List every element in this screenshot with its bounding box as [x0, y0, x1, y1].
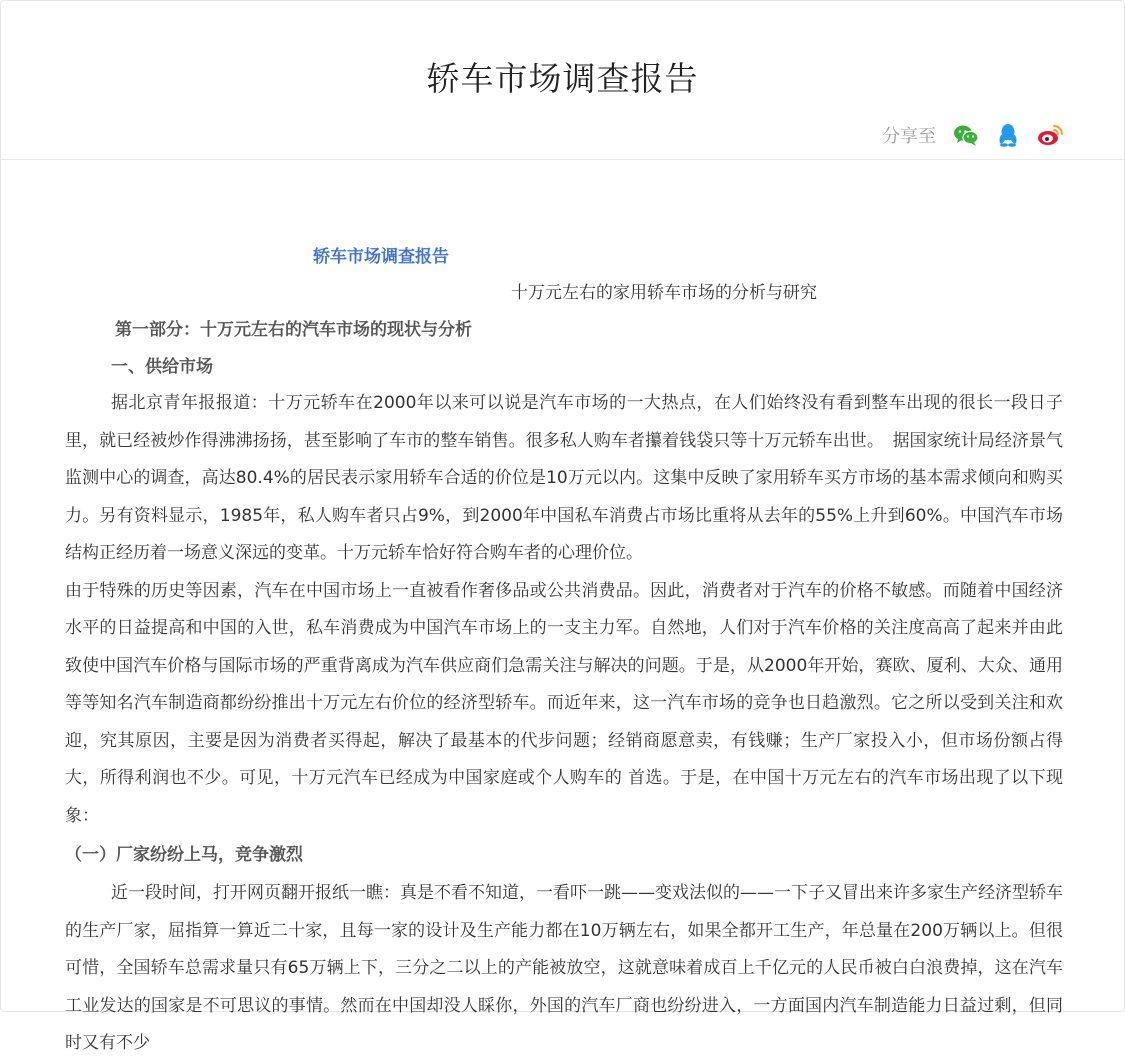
part-heading: 第一部分：十万元左右的汽车市场的现状与分析: [115, 320, 472, 340]
section-heading: 一、供给市场: [111, 357, 213, 377]
paragraph: 据北京青年报报道：十万元轿车在2000年以来可以说是汽车市场的一大热点，在人们始终没有看到整车出现的很长一段日子里，就已经被炒作得沸沸扬扬，甚至影响了车市的整车销售。很多私人购车者攥着钱袋只等十万元轿车出世。 据国家统计局经济景气监测中心的调查，高达80.4%的居民表示家用轿车合适的价位是10万元以内。这集中反映了家用轿车买方市场的基本需求倾向和购买力。另有资料显示，1985年，私人购车者只占9%，到2000年中国私车消费占市场比重将从去年的55%上升到60%。中国汽车市场结构正经历着一场意义深远的变革。十万元轿车恰好符合购车者的心理价位。: [65, 393, 1063, 563]
article-subtitle-link[interactable]: 轿车市场调查报告: [313, 247, 449, 267]
article-header: [1, 1, 1124, 160]
article-sub-heading: 十万元左右的家用轿车市场的分析与研究: [511, 283, 817, 303]
subsection-heading: （一）厂家纷纷上马，竞争激烈: [65, 845, 303, 865]
wechat-icon[interactable]: [952, 121, 980, 149]
weibo-icon[interactable]: [1036, 121, 1064, 149]
page-title: 轿车市场调查报告: [426, 59, 699, 98]
paragraph: 近一段时间，打开网页翻开报纸一瞧：真是不看不知道，一看吓一跳——变戏法似的——一下子又冒出来许多家生产经济型轿车的生产厂家，屈指算一算近二十家，且每一家的设计及生产能力都在10万辆左右，如果全都开工生产，年总量在200万辆以上。但很可惜，全国轿车总需求量只有65万辆上下，三分之二以上的产能被放空，这就意味着成百上千亿元的人民币被白白浪费掉，这在汽车工业发达的国家是不可思议的事情。然而在中国却没人睬你，外国的汽车厂商也纷纷进入，一方面国内汽车制造能力日益过剩，但同时又有不少: [65, 883, 1063, 1053]
qq-icon[interactable]: [994, 121, 1022, 149]
paragraph: 由于特殊的历史等因素，汽车在中国市场上一直被看作奢侈品或公共消费品。因此，消费者对于汽车的价格不敏感。而随着中国经济水平的日益提高和中国的入世，私车消费成为中国汽车市场上的一支主力军。自然地，人们对于汽车价格的关注度高高了起来并由此致使中国汽车价格与国际市场的严重背离成为汽车供应商们急需关注与解决的问题。于是，从2000年开始，赛欧、厦利、大众、通用等等知名汽车制造商都纷纷推出十万元左右价位的经济型轿车。而近年来，这一汽车市场的竞争也日趋激烈。它之所以受到关注和欢迎，究其原因，主要是因为消费者买得起，解决了最基本的代步问题；经销商愿意卖，有钱赚；生产厂家投入小，但市场份额占得大，所得利润也不少。可见，十万元汽车已经成为中国家庭或个人购车的 首选。于是，在中国十万元左右的汽车市场出现了以下现象：: [65, 580, 1063, 826]
share-bar: [882, 121, 1064, 149]
article-body: [65, 239, 1063, 1063]
share-label: 分享至: [882, 126, 936, 147]
